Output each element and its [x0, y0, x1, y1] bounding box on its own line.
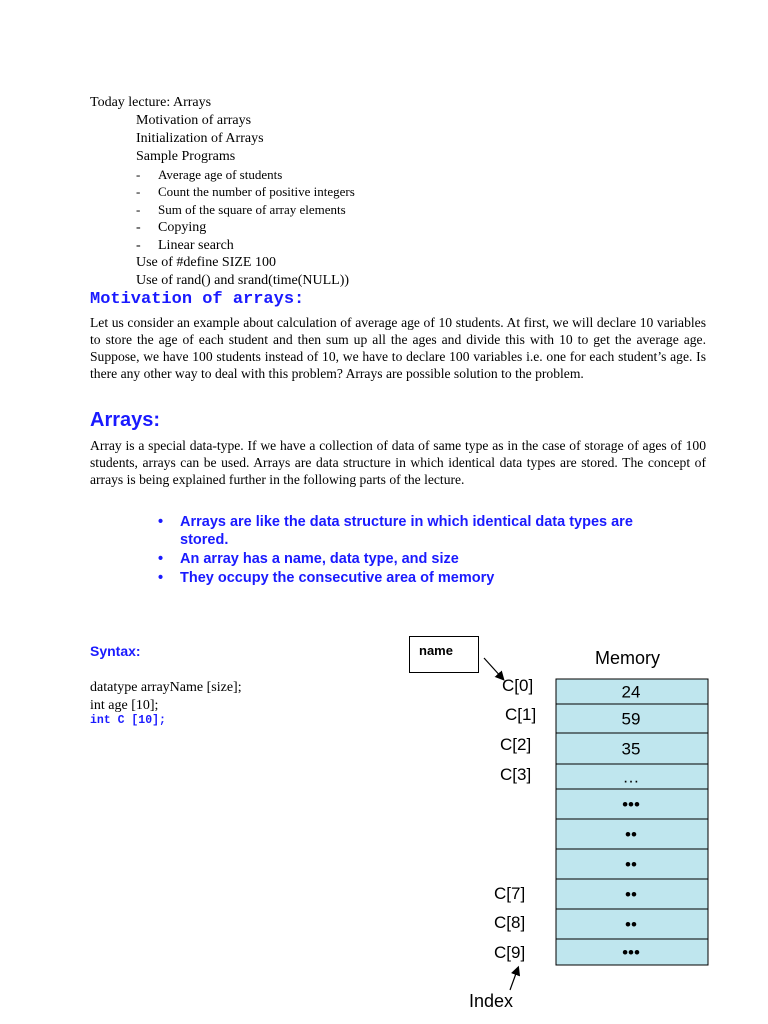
name-box-label: name: [419, 643, 453, 658]
bullet-dot: •: [158, 570, 164, 586]
memory-cells: [556, 679, 708, 965]
syntax-code: int C [10];: [90, 714, 166, 727]
bullet-dot: •: [158, 551, 164, 567]
topic-sample-programs: Sample Programs: [136, 149, 236, 164]
topic-initialization: Initialization of Arrays: [136, 131, 264, 146]
program-sum-square: Sum of the square of array elements: [158, 202, 346, 217]
name-arrow: [484, 658, 503, 679]
program-dash: -: [136, 184, 141, 199]
index-label-c8: C[8]: [494, 913, 526, 932]
memory-cell-value: ••: [625, 885, 637, 904]
bullet-text: Arrays are like the data structure in which identical data types are stored.: [180, 514, 633, 548]
memory-cell-value: 24: [621, 682, 641, 702]
index-arrow: [510, 968, 518, 990]
memory-cell-value: ••: [625, 855, 637, 874]
syntax-line: datatype arrayName [size];: [90, 680, 242, 695]
memory-cell-value: ••: [625, 915, 637, 934]
memory-cell-value: •••: [622, 795, 640, 814]
index-label-c9: C[9]: [494, 943, 526, 962]
program-average-age: Average age of students: [158, 167, 283, 182]
motivation-paragraph: Let us consider an example about calculation of average age of 10 students. At first, we will declare 10 variables to store the age of each student and then sum up all the ages and divide this with 10 to get the average age. Suppose, we have 100 students instead of 10, we have to declare 100 variables i.e. one for each student’s age. Is there any other way to deal with this problem? Arrays are possible solution to the problem.: [90, 315, 706, 381]
motivation-heading: Motivation of arrays:: [90, 290, 305, 309]
arrays-heading: Arrays:: [90, 409, 161, 431]
memory-cell-value: ••: [625, 825, 637, 844]
memory-cell-value: …: [622, 767, 640, 787]
program-linear-search: Linear search: [158, 238, 234, 253]
index-label-c2: C[2]: [500, 735, 532, 754]
syntax-line: int age [10];: [90, 698, 159, 713]
program-copying: Copying: [158, 220, 207, 235]
index-label: Index: [469, 991, 514, 1011]
use-rand: Use of rand() and srand(time(NULL)): [136, 273, 350, 288]
program-dash: -: [136, 167, 141, 182]
program-dash: -: [136, 202, 141, 217]
memory-cell-value: 59: [621, 709, 641, 729]
use-define: Use of #define SIZE 100: [136, 255, 276, 270]
memory-cell-value: •••: [622, 943, 640, 962]
bullet-text: An array has a name, data type, and size: [180, 551, 459, 567]
memory-cell-value: 35: [621, 739, 641, 759]
program-dash: -: [136, 220, 141, 235]
index-label-c0: C[0]: [502, 676, 534, 695]
lecture-title: Today lecture: Arrays: [90, 95, 212, 110]
index-label-c3: C[3]: [500, 765, 532, 784]
bullet-text: They occupy the consecutive area of memory: [180, 570, 495, 586]
topic-motivation: Motivation of arrays: [136, 113, 252, 128]
program-dash: -: [136, 238, 141, 253]
arrays-paragraph: Array is a special data-type. If we have a collection of data of same type as in the case of storage of ages of 100 students, arrays can be used. Arrays are data structure in which identical data types are stored. The concept of arrays is being explained further in the following parts of the lecture.: [90, 438, 706, 487]
program-count-positive: Count the number of positive integers: [158, 184, 355, 199]
bullet-dot: •: [158, 514, 164, 530]
index-label-c1: C[1]: [505, 705, 537, 724]
syntax-label: Syntax:: [90, 643, 141, 659]
index-label-c7: C[7]: [494, 884, 526, 903]
memory-label: Memory: [595, 648, 661, 668]
